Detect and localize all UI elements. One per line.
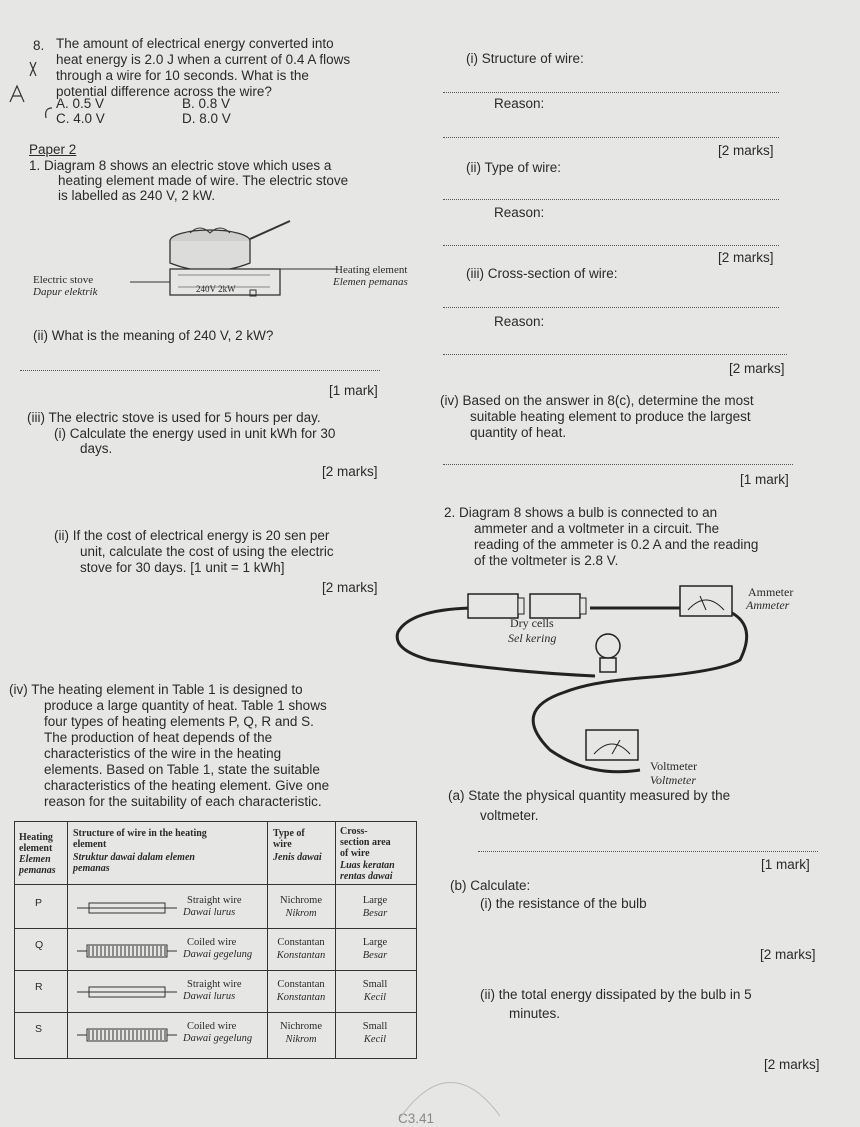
header-heating-element: element [19, 843, 53, 854]
header-cross-section: section area [340, 837, 391, 848]
structure-label: Coiled wire [187, 1021, 237, 1032]
question-8-line: The amount of electrical energy converted into [56, 36, 334, 51]
answer-line[interactable] [443, 307, 779, 308]
dry-cells-label: Dry cells [510, 616, 554, 630]
ammeter-label-malay: Ammeter [746, 598, 790, 612]
question-1-iii-i: days. [80, 441, 113, 456]
marks: [2 marks] [760, 947, 816, 962]
question-1-line: heating element made of wire. The electric stove [58, 173, 349, 188]
straight-wire-icon [77, 902, 177, 914]
answer-line[interactable] [443, 354, 787, 355]
wire-type-ms: Nikrom [285, 908, 317, 919]
question-1-iv: reason for the suitability of each characteristic. [44, 794, 322, 809]
reason-label: Reason: [494, 205, 545, 220]
question-2b-ii: minutes. [509, 1006, 561, 1021]
question-1-iii-ii: stove for 30 days. [1 unit = 1 kWh] [80, 560, 285, 575]
header-type-of-wire: wire [273, 839, 292, 850]
question-1-iii-ii: unit, calculate the cost of using the electric [80, 544, 334, 559]
type-of-wire-prompt: (ii) Type of wire: [466, 160, 562, 175]
question-2b-i: (i) the resistance of the bulb [480, 896, 647, 911]
straight-wire-icon [77, 986, 177, 998]
row-id: R [35, 981, 43, 993]
marks: [2 marks] [322, 464, 378, 479]
header-heating-element-ms: Elemen [19, 854, 51, 865]
option-d: D. 8.0 V [182, 111, 231, 126]
question-2b-ii: (ii) the total energy dissipated by the bulb in 5 [480, 987, 752, 1002]
ammeter-label: Ammeter [748, 585, 794, 599]
cross-section: Large [362, 895, 388, 906]
header-structure: Structure of wire in the heating [73, 828, 207, 839]
wire-type-ms: Nikrom [285, 1034, 317, 1045]
stove-label: Electric stove [33, 274, 94, 286]
answer-line[interactable] [443, 245, 779, 246]
structure-label: Straight wire [187, 979, 242, 990]
marks: [2 marks] [729, 361, 785, 376]
voltmeter-label-malay: Voltmeter [650, 773, 696, 787]
question-2: ammeter and a voltmeter in a circuit. The [474, 521, 720, 536]
question-8-line: through a wire for 10 seconds. What is the [56, 68, 309, 83]
question-1-iv: (iv) The heating element in Table 1 is designed to [9, 682, 303, 697]
paper-2-label: Paper 2 [29, 142, 77, 157]
header-type-of-wire-ms: Jenis dawai [273, 852, 322, 863]
header-heating-element: Heating [19, 832, 53, 843]
stove-label-malay: Dapur elektrik [33, 286, 98, 298]
question-1-iv: The production of heat depends of the [44, 730, 273, 745]
wire-type-ms: Konstantan [276, 992, 326, 1003]
question-1-iv: elements. Based on Table 1, state the suitable [44, 762, 320, 777]
cross-section-ms: Kecil [363, 1034, 387, 1045]
dry-cells-label-malay: Sel kering [508, 631, 557, 645]
answer-line[interactable] [20, 370, 380, 371]
header-cross-section-ms: Luas keratan [340, 860, 395, 871]
question-2: reading of the ammeter is 0.2 A and the reading [474, 537, 759, 552]
wire-type: Constantan [277, 979, 325, 990]
reason-label: Reason: [494, 96, 545, 111]
heating-element-label-malay: Elemen pemanas [333, 276, 408, 288]
marks: [2 marks] [718, 143, 774, 158]
cross-section-ms: Besar [362, 950, 388, 961]
wire-type: Constantan [277, 937, 325, 948]
voltmeter-label: Voltmeter [650, 759, 698, 773]
question-2: 2. Diagram 8 shows a bulb is connected to an [444, 505, 718, 520]
cross-section: Small [362, 979, 388, 990]
option-c: C. 4.0 V [56, 111, 105, 126]
marks: [1 mark] [761, 857, 810, 872]
structure-label-ms: Dawai lurus [183, 991, 236, 1002]
question-1-iv: produce a large quantity of heat. Table 1 shows [44, 698, 327, 713]
question-2: of the voltmeter is 2.8 V. [474, 553, 619, 568]
header-cross-section-ms: rentas dawai [340, 871, 393, 882]
cross-section-ms: Besar [362, 908, 388, 919]
question-1-line: is labelled as 240 V, 2 kW. [58, 188, 216, 203]
header-heating-element-ms: pemanas [19, 865, 56, 876]
question-iv: quantity of heat. [470, 425, 567, 440]
question-1-iv: characteristics of the wire in the heating [44, 746, 282, 761]
cross-section-prompt: (iii) Cross-section of wire: [466, 266, 618, 281]
structure-label-ms: Dawai lurus [183, 907, 236, 918]
cross-section: Small [362, 1021, 388, 1032]
stove-rating: 240V 2kW [196, 284, 236, 294]
question-1-iv: four types of heating elements P, Q, R and S. [44, 714, 314, 729]
footer-code: C3.41 [398, 1111, 435, 1126]
cross-section-ms: Kecil [363, 992, 387, 1003]
marks: [1 mark] [329, 383, 378, 398]
row-id: P [35, 897, 43, 909]
structure-label-ms: Dawai gegelung [183, 949, 253, 960]
reason-label: Reason: [494, 314, 545, 329]
wire-type: Nichrome [280, 1021, 322, 1032]
structure-label: Coiled wire [187, 937, 237, 948]
question-1-line: 1. Diagram 8 shows an electric stove which uses a [29, 158, 332, 173]
row-id: S [35, 1023, 43, 1035]
question-1-iii-i: (i) Calculate the energy used in unit kWh for 30 [54, 426, 336, 441]
option-b: B. 0.8 V [182, 96, 231, 111]
marks: [2 marks] [322, 580, 378, 595]
question-iv: suitable heating element to produce the largest [470, 409, 751, 424]
question-2b: (b) Calculate: [450, 878, 531, 893]
header-structure-ms: pemanas [73, 863, 110, 874]
marks: [1 mark] [740, 472, 789, 487]
page-fold-curve [390, 1056, 510, 1124]
answer-line[interactable] [478, 851, 818, 852]
question-1-iii: (iii) The electric stove is used for 5 hours per day. [27, 410, 321, 425]
structure-label-ms: Dawai gegelung [183, 1033, 253, 1044]
question-8-line: heat energy is 2.0 J when a current of 0.4 A flows [56, 52, 351, 67]
coiled-wire-icon [77, 1028, 177, 1042]
handwritten-marks [0, 50, 60, 130]
wire-type: Nichrome [280, 895, 322, 906]
answer-line[interactable] [443, 92, 779, 93]
question-2a: voltmeter. [480, 808, 539, 823]
question-8-line: potential difference across the wire? [56, 84, 272, 99]
structure-label: Straight wire [187, 895, 242, 906]
header-structure-ms: Struktur dawai dalam elemen [73, 852, 195, 863]
marks: [2 marks] [718, 250, 774, 265]
answer-line[interactable] [443, 464, 793, 465]
header-structure: element [73, 839, 107, 850]
option-a: A. 0.5 V [56, 96, 105, 111]
cross-section: Large [362, 937, 388, 948]
heating-element-label: Heating element [335, 264, 408, 276]
coiled-wire-icon [77, 944, 177, 958]
question-1-ii: (ii) What is the meaning of 240 V, 2 kW? [33, 328, 274, 343]
question-1-iii-ii: (ii) If the cost of electrical energy is 20 sen per [54, 528, 330, 543]
heating-element-table [14, 821, 417, 1059]
header-cross-section: of wire [340, 848, 370, 859]
question-2a: (a) State the physical quantity measured by the [448, 788, 731, 803]
circuit-diagram [390, 580, 760, 790]
question-1-iv: characteristics of the heating element. Give one [44, 778, 330, 793]
question-8-number: 8. [33, 38, 45, 53]
wire-type-ms: Konstantan [276, 950, 326, 961]
marks: [2 marks] [764, 1057, 820, 1072]
row-id: Q [35, 939, 44, 951]
header-cross-section: Cross- [340, 826, 368, 837]
answer-line[interactable] [443, 199, 779, 200]
answer-line[interactable] [443, 137, 779, 138]
structure-of-wire-prompt: (i) Structure of wire: [466, 51, 584, 66]
header-type-of-wire: Type of [273, 828, 305, 839]
question-iv: (iv) Based on the answer in 8(c), determine the most [440, 393, 754, 408]
